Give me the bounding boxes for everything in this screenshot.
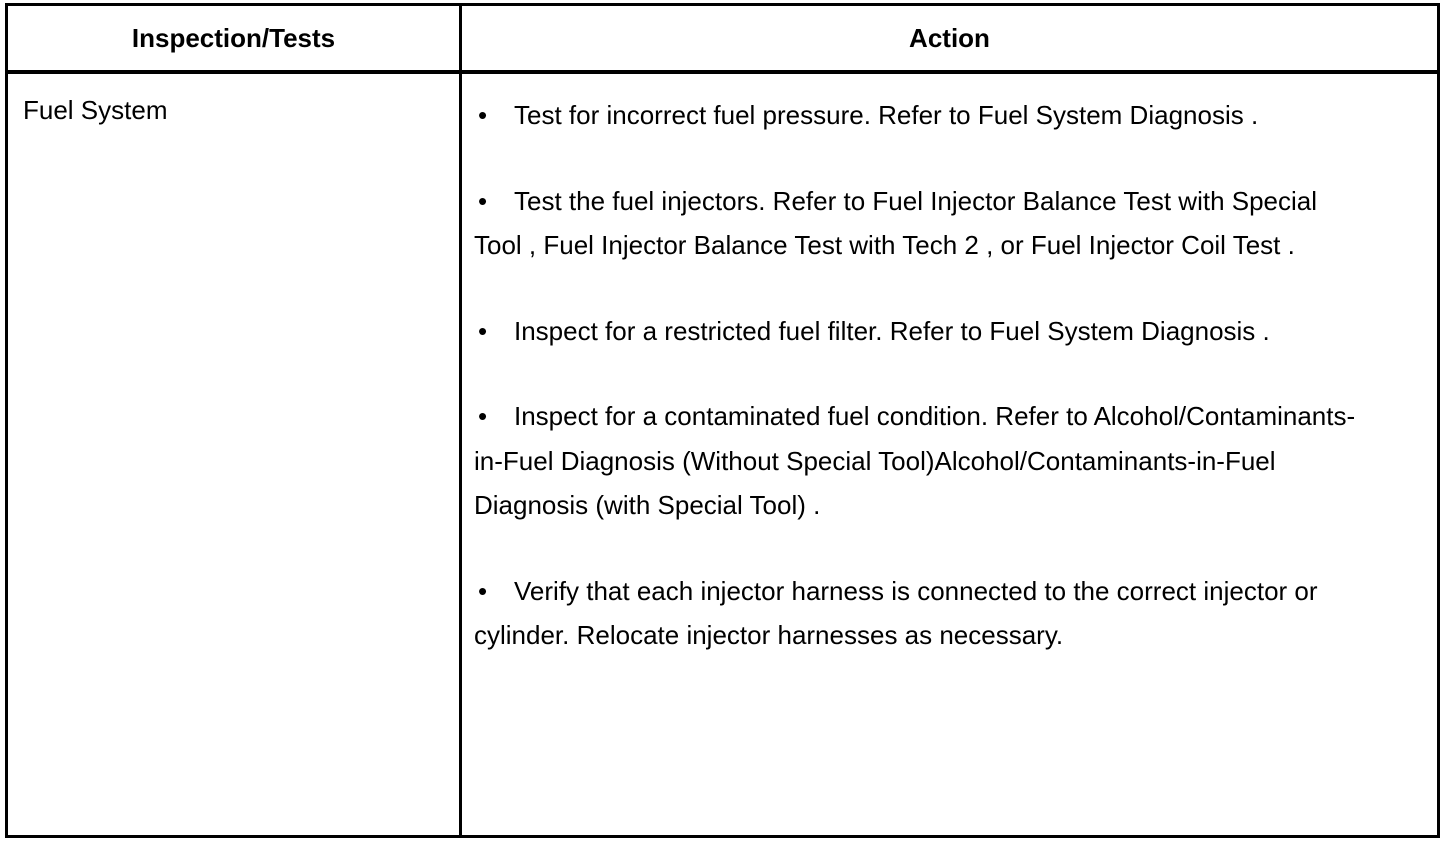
action-item (474, 569, 1364, 658)
bullet-icon: • (478, 401, 488, 431)
bullet-icon: • (478, 575, 488, 606)
action-item (474, 394, 1364, 528)
action-item (474, 93, 1364, 138)
header-divider (8, 70, 1437, 74)
action-item (474, 309, 1364, 354)
column-divider (459, 6, 462, 835)
bullet-icon: • (478, 315, 488, 346)
action-text: Inspect for a contaminated fuel condition. Refer to Alcohol/Contaminants-in-Fuel Diagnosis (Without Special Tool)Alcohol/Contaminants-in-Fuel Diagnosis (with Special Tool) . (474, 401, 1356, 520)
inspection-table (5, 3, 1440, 838)
inspection-cell-fuel-system: Fuel System (23, 95, 168, 125)
bullet-icon: • (478, 100, 488, 130)
action-text: Inspect for a restricted fuel filter. Refer to Fuel System Diagnosis . (514, 315, 1270, 346)
action-text: Test the fuel injectors. Refer to Fuel Injector Balance Test with Special Tool , Fuel Injector Balance Test with Tech 2 , or Fuel Injector Coil Test . (474, 185, 1318, 260)
action-text: Verify that each injector harness is connected to the correct injector or cylinder. Relocate injector harnesses as necessary. (474, 575, 1318, 650)
action-item (474, 179, 1364, 268)
bullet-icon: • (478, 185, 488, 216)
action-text: Test for incorrect fuel pressure. Refer to Fuel System Diagnosis . (514, 100, 1259, 130)
header-inspection-tests: Inspection/Tests (131, 22, 336, 53)
action-list (474, 93, 1364, 699)
header-action: Action (909, 22, 990, 53)
